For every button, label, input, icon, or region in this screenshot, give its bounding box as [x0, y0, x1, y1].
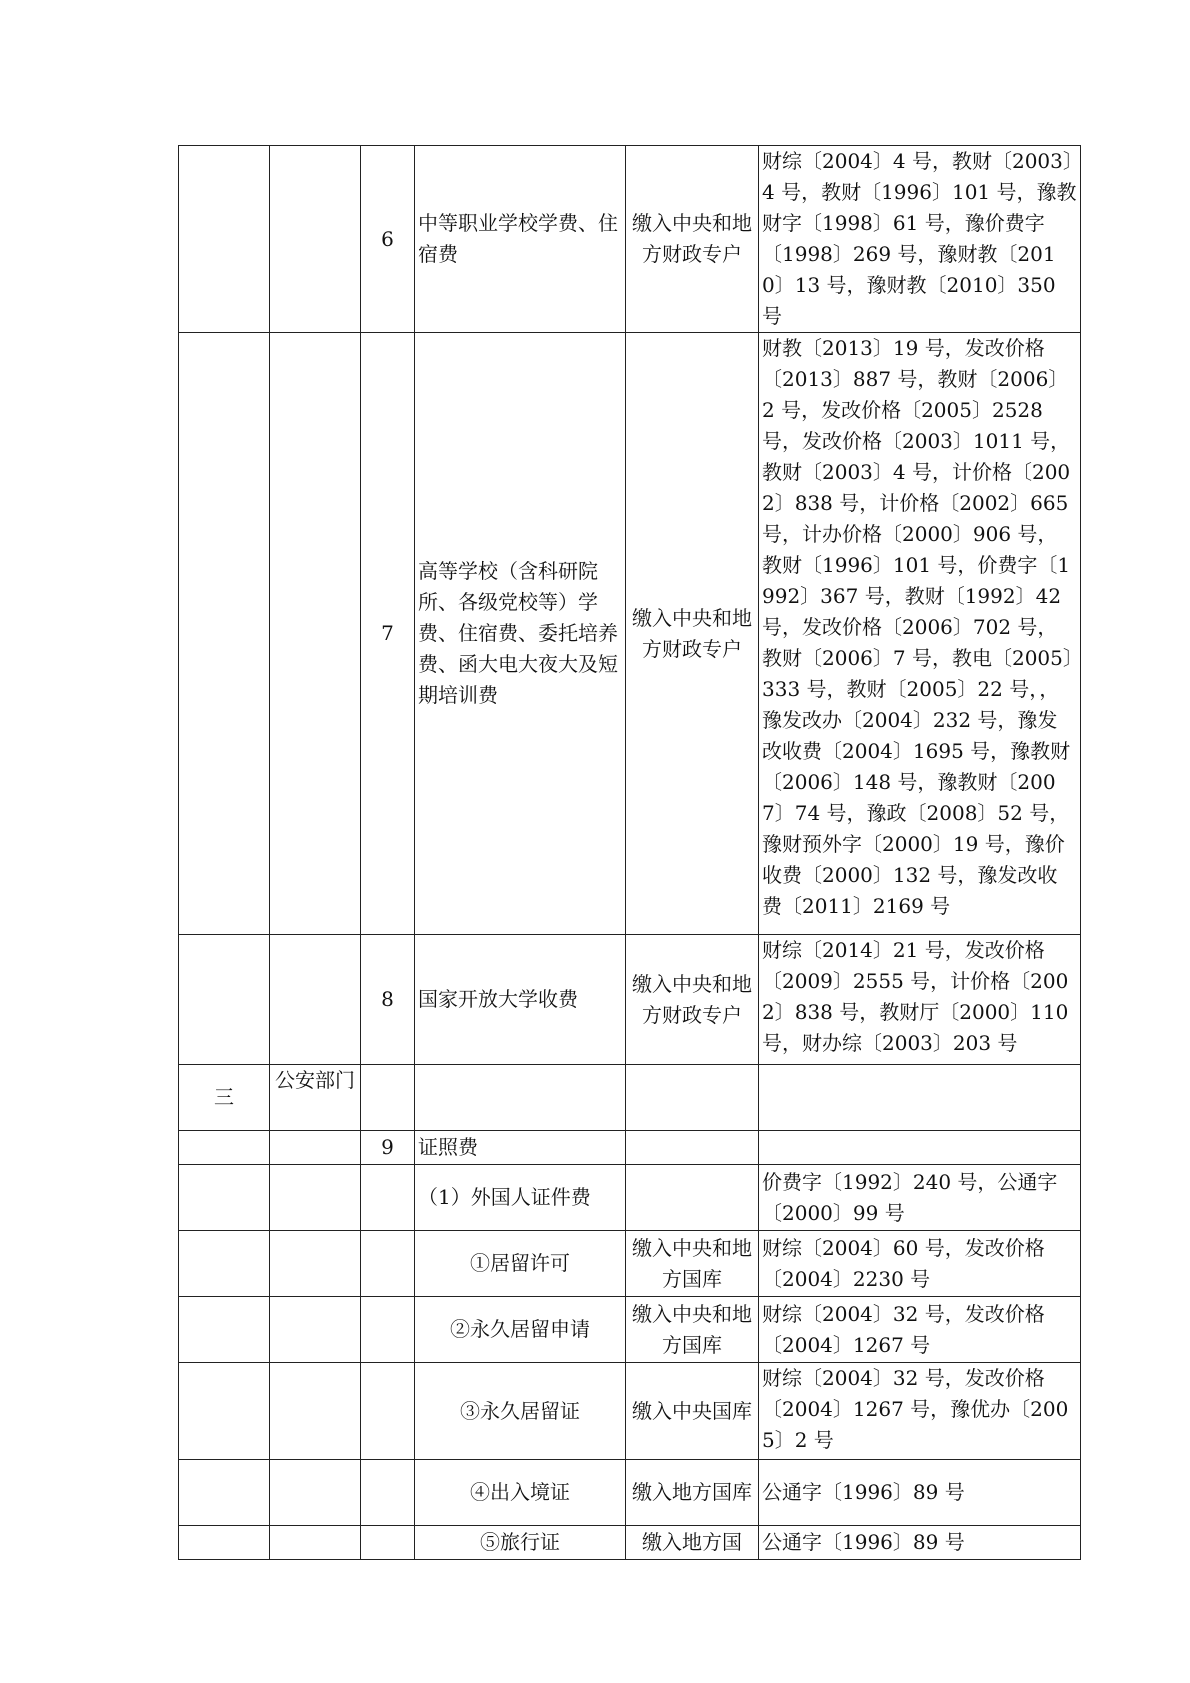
- department-cell: [270, 1131, 361, 1165]
- policy-basis: 价费字〔1992〕240 号，公通字〔2000〕99 号: [759, 1165, 1081, 1231]
- category-cell: 三: [179, 1065, 270, 1131]
- fund-destination: 缴入中央和地方财政专户: [626, 146, 759, 333]
- policy-basis: 财综〔2004〕60 号，发改价格〔2004〕2230 号: [759, 1231, 1081, 1297]
- fund-destination: [626, 1165, 759, 1231]
- table-row: [179, 1065, 1081, 1131]
- department-cell: [270, 1297, 361, 1363]
- department-cell: [270, 935, 361, 1065]
- department-cell: [270, 1231, 361, 1297]
- category-cell: [179, 1460, 270, 1526]
- table-row: [179, 935, 1081, 1065]
- item-number: [361, 1165, 415, 1231]
- category-cell: [179, 1363, 270, 1460]
- category-cell: [179, 1526, 270, 1560]
- item-number: [361, 1231, 415, 1297]
- category-cell: [179, 1297, 270, 1363]
- department-cell: [270, 333, 361, 935]
- item-name: ③永久居留证: [415, 1363, 626, 1460]
- fund-destination: 缴入中央国库: [626, 1363, 759, 1460]
- category-cell: [179, 935, 270, 1065]
- table-row: [179, 1460, 1081, 1526]
- item-name: 证照费: [415, 1131, 626, 1165]
- item-name: 国家开放大学收费: [415, 935, 626, 1065]
- item-number: [361, 1297, 415, 1363]
- department-cell: [270, 1165, 361, 1231]
- item-name: [415, 1065, 626, 1131]
- table-row: [179, 146, 1081, 333]
- item-number: [361, 1065, 415, 1131]
- fund-destination: 缴入地方国: [626, 1526, 759, 1560]
- fund-destination: [626, 1065, 759, 1131]
- item-number: 6: [361, 146, 415, 333]
- policy-basis: 财教〔2013〕19 号，发改价格〔2013〕887 号，教财〔2006〕2 号，发改价格〔2005〕2528 号，发改价格〔2003〕1011 号，教财〔2003〕4 号，计价格〔2002〕838 号，计价格〔2002〕665 号，计办价格〔2000〕906 号，教财〔1996〕101 号，价费字〔1992〕367 号，教财〔1992〕42 号，发改价格〔2006〕702 号，教财〔2006〕7 号，教电〔2005〕333 号，教财〔2005〕22 号，，豫发改办〔2004〕232 号，豫发改收费〔2004〕1695 号，豫教财〔2006〕148 号，豫教财〔2007〕74 号，豫政〔2008〕52 号，豫财预外字〔2000〕19 号，豫价收费〔2000〕132 号，豫发改收费〔2011〕2169 号: [759, 333, 1081, 935]
- item-number: 9: [361, 1131, 415, 1165]
- item-number: [361, 1526, 415, 1560]
- table-row: [179, 333, 1081, 935]
- fund-destination: 缴入中央和地方财政专户: [626, 935, 759, 1065]
- fund-destination: 缴入地方国库: [626, 1460, 759, 1526]
- fund-destination: 缴入中央和地方财政专户: [626, 333, 759, 935]
- policy-basis: [759, 1065, 1081, 1131]
- item-name: （1）外国人证件费: [415, 1165, 626, 1231]
- category-cell: [179, 333, 270, 935]
- policy-basis: 财综〔2004〕4 号，教财〔2003〕4 号，教财〔1996〕101 号，豫教财字〔1998〕61 号，豫价费字〔1998〕269 号，豫财教〔2010〕13 号，豫财教〔2010〕350 号: [759, 146, 1081, 333]
- category-cell: [179, 146, 270, 333]
- policy-basis: 财综〔2004〕32 号，发改价格〔2004〕1267 号，豫优办〔2005〕2 号: [759, 1363, 1081, 1460]
- item-name: 高等学校（含科研院所、各级党校等）学费、住宿费、委托培养费、函大电大夜大及短期培训费: [415, 333, 626, 935]
- table-row: [179, 1165, 1081, 1231]
- fund-destination: 缴入中央和地方国库: [626, 1231, 759, 1297]
- policy-basis: 财综〔2014〕21 号，发改价格〔2009〕2555 号，计价格〔2002〕838 号，教财厅〔2000〕110 号，财办综〔2003〕203 号: [759, 935, 1081, 1065]
- department-cell: [270, 1363, 361, 1460]
- item-name: ①居留许可: [415, 1231, 626, 1297]
- category-cell: [179, 1131, 270, 1165]
- department-cell: [270, 146, 361, 333]
- table-row: [179, 1297, 1081, 1363]
- department-cell: 公安部门: [270, 1065, 361, 1131]
- table-row: [179, 1363, 1081, 1460]
- department-cell: [270, 1460, 361, 1526]
- category-cell: [179, 1165, 270, 1231]
- fund-destination: [626, 1131, 759, 1165]
- item-name: ④出入境证: [415, 1460, 626, 1526]
- item-name: ⑤旅行证: [415, 1526, 626, 1560]
- item-number: 8: [361, 935, 415, 1065]
- item-number: 7: [361, 333, 415, 935]
- fee-table: [178, 145, 1081, 1560]
- policy-basis: 财综〔2004〕32 号，发改价格〔2004〕1267 号: [759, 1297, 1081, 1363]
- department-cell: [270, 1526, 361, 1560]
- fund-destination: 缴入中央和地方国库: [626, 1297, 759, 1363]
- category-cell: [179, 1231, 270, 1297]
- item-number: [361, 1460, 415, 1526]
- policy-basis: 公通字〔1996〕89 号: [759, 1460, 1081, 1526]
- table-row: [179, 1231, 1081, 1297]
- item-name: ②永久居留申请: [415, 1297, 626, 1363]
- item-name: 中等职业学校学费、住宿费: [415, 146, 626, 333]
- policy-basis: [759, 1131, 1081, 1165]
- table-row: [179, 1131, 1081, 1165]
- item-number: [361, 1363, 415, 1460]
- policy-basis: 公通字〔1996〕89 号: [759, 1526, 1081, 1560]
- table-row: [179, 1526, 1081, 1560]
